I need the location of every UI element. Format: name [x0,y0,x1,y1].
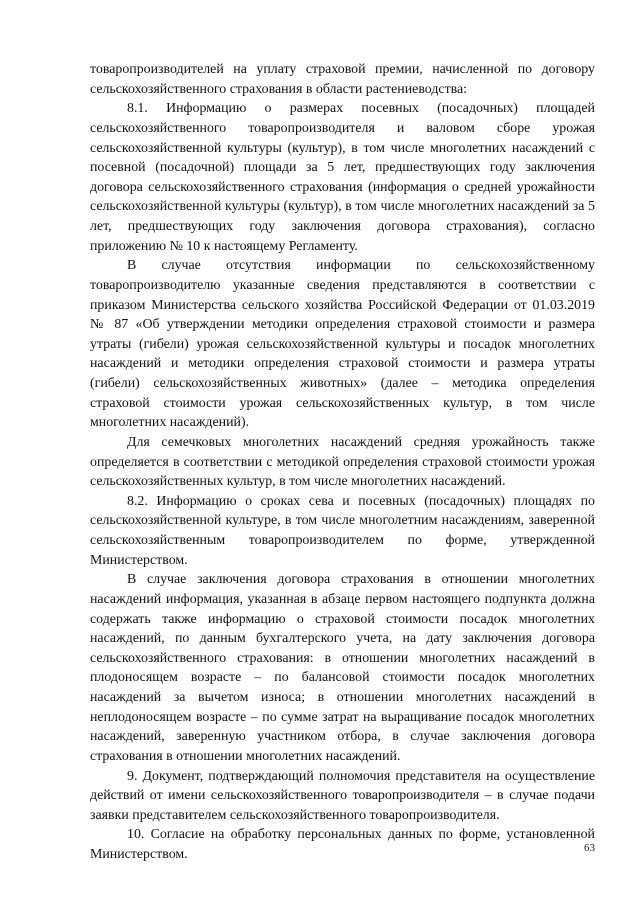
paragraph-10: 10. Согласие на обработку персональных данных по форме, установленной Министерством. [90,827,595,862]
paragraph-perennial-plantings: В случае заключения договора страхования в отношении многолетних насаждений информация, указанная в абзаце первом настоящего подпункта должна содержать также информацию о страховой стоимости посадок многолетних насаждений, по данным бухгалтерского учета, на дату заключения договора сельскохозяйственного страхования: в отношении многолетних насаждений в плодоносящем возрасте – по балансовой стоимости посадок многолетних насаждений за вычетом износа; в отношении многолетних насаждений в неплодоносящем возрасте – по сумме затрат на выращивание посадок многолетних насаждений, заверенную участником отбора, в случае заключения договора страхования в отношении многолетних насаждений. [90,572,595,764]
document-body [90,60,595,865]
page-number: 63 [584,842,595,854]
paragraph-8-2: 8.2. Информацию о сроках сева и посевных (посадочных) площадях по сельскохозяйственной культуре, в том числе многолетним насаждениям, заверенной сельскохозяйственным товаропроизводителем по форме, утвержденной Министерством. [90,493,595,568]
paragraph-no-info-case: В случае отсутствия информации по сельскохозяйственному товаропроизводителю указанные сведения представляются в соответствии с приказом Министерства сельского хозяйства Российской Федерации от 01.03.2019 № 87 «Об утверждении методики определения страховой стоимости и размера утраты (гибели) урожая сельскохозяйственной культуры и посадок многолетних насаждений и методики определения страховой стоимости и размера утраты (гибели) сельскохозяйственных животных» (далее – методика определения страховой стоимости урожая сельскохозяйственных культур, в том числе многолетних насаждений). [90,258,595,431]
paragraph-8-1: 8.1. Информацию о размерах посевных (посадочных) площадей сельскохозяйственного товаропроизводителя и валовом сборе урожая сельскохозяйственной культуры (культур), в том числе многолетних насаждений с посевной (посадочной) площади за 5 лет, предшествующих году заключения договора сельскохозяйственного страхования (информация о средней урожайности сельскохозяйственной культуры (культур), в том числе многолетних насаждений за 5 лет, предшествующих году заключения договора страхования), согласно приложению № 10 к настоящему Регламенту. [90,101,595,254]
paragraph-continuation: товаропроизводителей на уплату страховой премии, начисленной по договору сельскохозяйственного страхования в области растениеводства: [90,62,595,97]
paragraph-pome-orchards: Для семечковых многолетних насаждений средняя урожайность также определяется в соответствии с методикой определения страховой стоимости урожая сельскохозяйственных культур, в том числе многолетних насаждений. [90,434,595,490]
paragraph-9: 9. Документ, подтверждающий полномочия представителя на осуществление действий от имени сельскохозяйственного товаропроизводителя – в случае подачи заявки представителем сельскохозяйственного товаропроизводителя. [90,768,595,823]
